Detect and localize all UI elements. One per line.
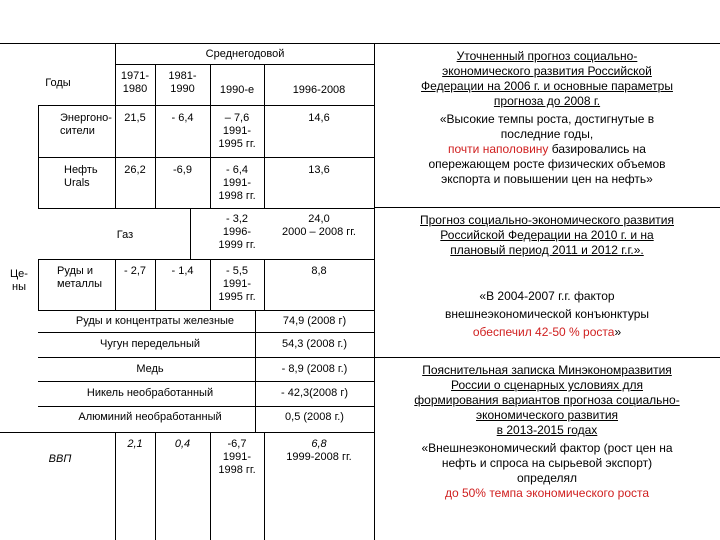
row-gas-v3-line2: 1996-	[222, 226, 252, 238]
forecast-block-2010	[374, 213, 720, 258]
block3-highlight: до 50% темпа экономического роста	[444, 486, 650, 500]
row-oil-label-line1: Нефть	[64, 164, 98, 176]
row-gdp-v4-line1: 6,8	[311, 438, 327, 450]
header-period-2-line2: 1990	[170, 83, 195, 95]
row-energy-v1: 21,5	[124, 112, 146, 124]
row-energy-label-line1: Энергоно-	[60, 112, 112, 124]
block1-title-line3: Федерации на 2006 г. и основные параметры	[421, 79, 673, 93]
row-oil-v4: 13,6	[308, 164, 330, 176]
row-gas-v4-line2: 2000 – 2008 гг.	[282, 226, 356, 238]
grid-line	[38, 406, 374, 407]
block3-title-line1: Пояснительная записка Минэкономразвития	[422, 363, 672, 377]
row-ores-v2: - 1,4	[171, 265, 194, 277]
block1-quote-line5: экспорта и повышении цен на нефть»	[441, 172, 653, 186]
grid-line	[38, 357, 374, 358]
row-ores-v3	[210, 265, 264, 304]
grid-line	[38, 381, 374, 382]
grid-line	[115, 64, 374, 65]
row-pigiron-label: Чугун передельный	[100, 338, 200, 350]
block1-quote-line3	[374, 142, 720, 157]
row-aluminum-value: 0,5 (2008 г.)	[285, 411, 344, 423]
row-copper-value: - 8,9 (2008 г.)	[281, 363, 348, 375]
block1-title-line1: Уточненный прогноз социально-	[456, 49, 638, 63]
row-nickel-label: Никель необработанный	[86, 387, 214, 399]
block1-quote-line3-rest: базировались на	[548, 142, 646, 156]
row-iron-label: Руды и концентраты железные	[75, 315, 235, 327]
row-gas-label: Газ	[116, 229, 134, 241]
header-years: Годы	[45, 77, 71, 89]
row-oil-v3	[210, 164, 264, 203]
header-period-3: 1990-е	[219, 84, 255, 96]
row-energy-v4: 14,6	[308, 112, 330, 124]
row-gas-v4-line1: 24,0	[308, 213, 330, 225]
row-copper-label: Медь	[136, 363, 164, 375]
row-oil-v3-line1: - 6,4	[225, 164, 248, 176]
block2-quote-line1: «В 2004-2007 г.г. фактор	[479, 289, 615, 303]
side-label-line1: Це-	[10, 268, 28, 280]
block1-quote-line2: последние годы,	[500, 127, 594, 141]
forecast-block-2006	[374, 49, 720, 187]
row-energy-label-line2: сители	[60, 125, 95, 137]
row-nickel-value: - 42,3(2008 г)	[281, 387, 348, 399]
row-ores-v4: 8,8	[311, 265, 327, 277]
row-ores-label-line2: металлы	[57, 278, 103, 290]
grid-line	[38, 208, 374, 209]
block3-quote-line1: «Внешнеэкономический фактор (рост цен на	[421, 441, 673, 455]
row-gdp-v2: 0,4	[174, 438, 191, 450]
grid-line	[38, 259, 39, 310]
block1-title-line4: прогноза до 2008 г.	[493, 94, 601, 108]
row-oil-v2: -6,9	[173, 164, 192, 176]
header-period-2-line1: 1981-	[168, 70, 197, 82]
row-oil-label	[64, 164, 114, 190]
grid-line	[38, 310, 374, 311]
row-ores-v3-line1: - 5,5	[225, 265, 248, 277]
block2-highlight: обеспечил 42-50 % роста	[472, 325, 615, 339]
header-period-1-line1: 1971-	[120, 70, 150, 82]
block2-quote-line2: внешнеэкономической конъюнктуры	[444, 307, 650, 321]
row-energy-v3-line2: 1991-	[222, 125, 252, 137]
header-period-1	[115, 70, 155, 96]
row-ores-label	[57, 265, 115, 291]
row-gdp-v3-line1: -6,7	[227, 438, 247, 450]
row-gas-v4	[264, 213, 374, 239]
row-gdp-v3-line2: 1991-	[222, 451, 252, 463]
row-energy-v2: - 6,4	[171, 112, 194, 124]
row-energy-v3-line3: 1995 гг.	[218, 138, 256, 150]
block3-title-line2: России о сценарных условиях для	[451, 378, 643, 392]
row-oil-v3-line3: 1998 гг.	[218, 190, 256, 202]
block1-title-line2: экономического развития Российской	[442, 64, 652, 78]
row-oil-label-line2: Urals	[64, 177, 90, 189]
row-energy-v3-line1: – 7,6	[224, 112, 250, 124]
row-oil-v1: 26,2	[124, 164, 146, 176]
block1-quote-line4: опережающем росте физических объемов	[428, 157, 666, 171]
row-ores-v1: - 2,7	[123, 265, 146, 277]
grid-line	[38, 332, 374, 333]
forecast-block-2013	[374, 363, 720, 501]
block2-title-line2: Российской Федерации на 2010 г. и на	[440, 228, 654, 242]
block2-title-line1: Прогноз социально-экономического развития	[420, 213, 674, 227]
block3-quote-line2: нефть и спроса на сырьевой экспорт)	[441, 456, 653, 470]
row-iron-value: 74,9 (2008 г)	[282, 315, 347, 327]
block2-quote-end: »	[614, 325, 622, 339]
block3-quote-line3: определял	[516, 471, 578, 485]
block1-quote-line1: «Высокие темпы роста, достигнутые в	[439, 112, 655, 126]
row-ores-label-line1: Руды и	[57, 265, 93, 277]
grid-line	[38, 259, 374, 260]
row-gdp-v4-line2: 1999-2008 гг.	[286, 451, 352, 463]
header-period-1-line2: 1980	[122, 83, 148, 95]
grid-line	[0, 432, 374, 433]
side-label-line2: ны	[12, 281, 26, 293]
block3-title-line4: экономического развития	[475, 408, 619, 422]
row-gas-v3	[210, 213, 264, 252]
block3-title-line3: формирования вариантов прогноза социально-	[414, 393, 680, 407]
row-gas-v3-line1: - 3,2	[225, 213, 248, 225]
grid-line	[190, 208, 191, 259]
block2-quote	[374, 289, 720, 340]
right-divider-1	[374, 207, 720, 208]
block1-highlight: почти наполовину	[448, 142, 549, 156]
row-energy-label	[60, 112, 115, 138]
row-ores-v3-line3: 1995 гг.	[218, 291, 256, 303]
row-oil-v3-line2: 1991-	[222, 177, 252, 189]
row-ores-v3-line2: 1991-	[222, 278, 252, 290]
header-title: Среднегодовой	[205, 48, 285, 60]
header-period-2	[155, 70, 210, 96]
row-gdp-label: ВВП	[48, 453, 72, 465]
block2-title-line3: плановый период 2011 и 2012 г.г.».	[450, 243, 644, 257]
row-pigiron-value: 54,3 (2008 г.)	[281, 338, 348, 350]
row-energy-v3	[210, 112, 264, 151]
row-gdp-v4	[264, 438, 374, 464]
row-gdp-v3	[210, 438, 264, 477]
row-gdp-v3-line3: 1998 гг.	[218, 464, 256, 476]
side-label-prices	[3, 268, 35, 294]
grid-line	[38, 157, 374, 158]
row-aluminum-label: Алюминий необработанный	[78, 411, 222, 423]
grid-line	[38, 105, 374, 106]
row-gdp-v1: 2,1	[127, 438, 143, 450]
block3-title-line5: в 2013-2015 годах	[496, 423, 598, 437]
top-border	[0, 43, 720, 44]
right-divider-2	[374, 357, 720, 358]
block2-quote-line3	[374, 325, 720, 340]
header-period-4: 1996-2008	[292, 84, 346, 96]
row-gas-v3-line3: 1999 гг.	[218, 239, 256, 251]
